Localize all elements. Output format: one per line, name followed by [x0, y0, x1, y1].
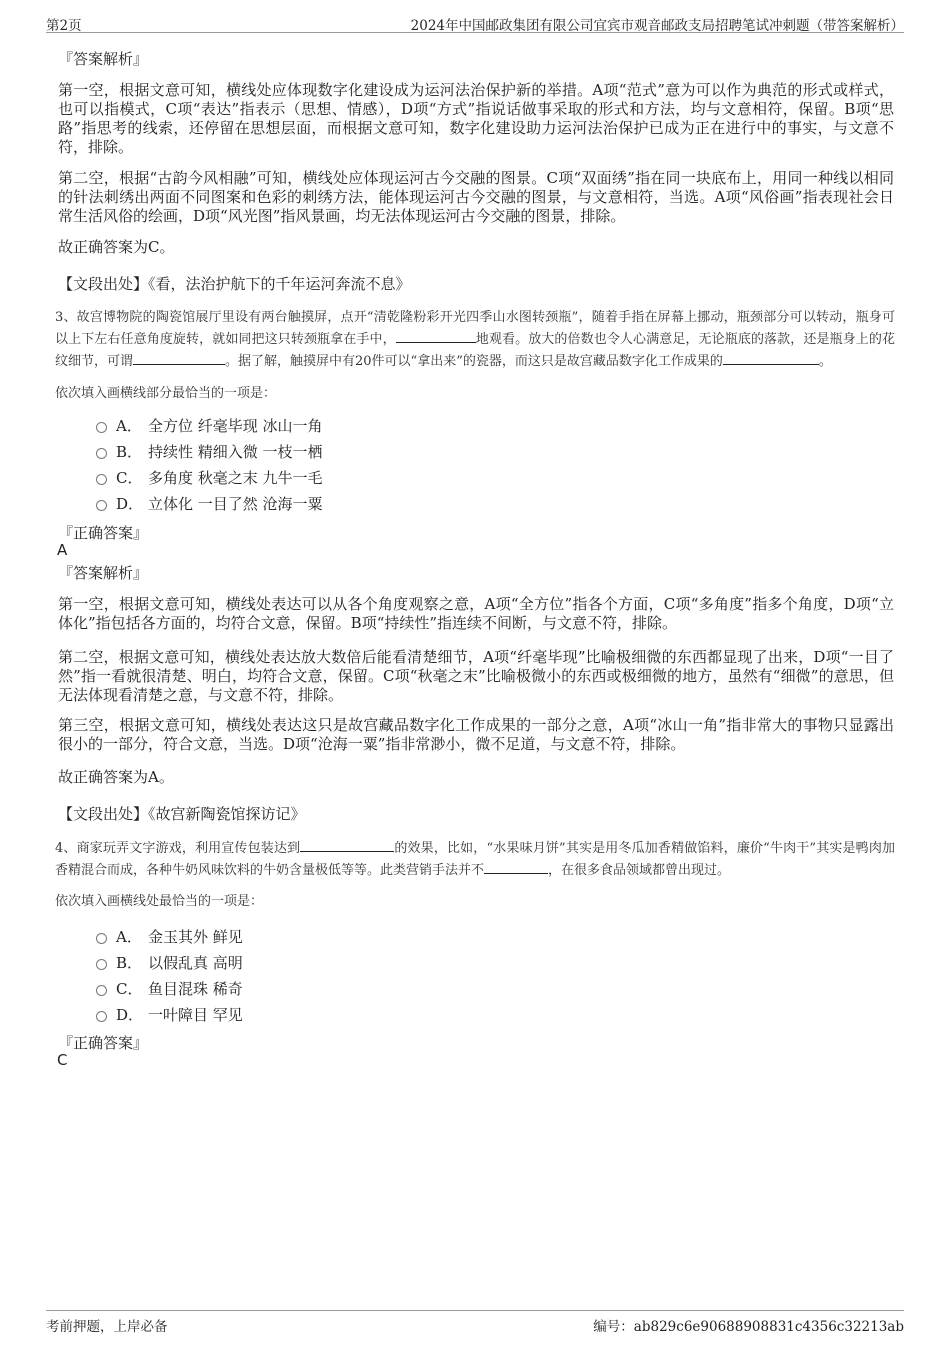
- radio-button[interactable]: [96, 933, 107, 944]
- option-c[interactable]: C． 多角度 秋毫之末 九牛一毛: [96, 467, 323, 487]
- radio-button[interactable]: [96, 448, 107, 459]
- option-b[interactable]: B． 以假乱真 高明: [96, 952, 243, 972]
- correct-answer-label: 『正确答案』: [58, 1034, 149, 1052]
- option-b[interactable]: B． 持续性 精细入微 一枝一栖: [96, 441, 323, 461]
- radio-button[interactable]: [96, 1011, 107, 1022]
- analysis-paragraph: 第一空，根据文意可知，横线处表达可以从各个角度观察之意，A项“全方位”指各个方面，C项“多角度”指多个角度，D项“立体化”指包括各方面的，均符合文意，保留。B项“持续性”指连续不间断，与文意不符，排除。: [58, 595, 894, 632]
- fill-blank: [133, 350, 225, 365]
- analysis-paragraph: 第二空，根据“古韵今风相融”可知，横线处应体现运河古今交融的图景。C项“双面绣”指在同一块底布上，用同一种线以相同的针法刺绣出两面不同图案和色彩的刺绣方法，能体现运河古今交融的图景，与文意相符，当选。A项“风俗画”指表现社会日常生活风俗的绘画，D项“风光图”指风景画，均无法体现运河古今交融的图景，排除。: [58, 169, 894, 225]
- question-prompt: 依次填入画横线部分最恰当的一项是：: [55, 386, 277, 401]
- analysis-label: 『答案解析』: [58, 564, 149, 582]
- radio-button[interactable]: [96, 985, 107, 996]
- option-d[interactable]: D． 一叶障目 罕见: [96, 1004, 243, 1024]
- footer-serial: 编号：ab829c6e90688908831c4356c32213ab: [593, 1319, 904, 1335]
- question-text: 4、商家玩弄文字游戏，利用宣传包装达到: [55, 841, 301, 856]
- option-d[interactable]: D． 立体化 一目了然 沧海一粟: [96, 493, 323, 513]
- question-stem: [55, 308, 895, 372]
- source-citation: 【文段出处】《看，法治护航下的千年运河奔流不息》: [58, 275, 411, 293]
- conclusion-text: 故正确答案为A。: [58, 768, 174, 786]
- radio-button[interactable]: [96, 959, 107, 970]
- fill-blank: [723, 350, 819, 365]
- question-text: ，在很多食品领域都曾出现过。: [548, 863, 731, 878]
- analysis-paragraph: 第二空，根据文意可知，横线处表达放大数倍后能看清楚细节，A项“纤毫毕现”比喻极细微的东西都显现了出来，D项“一目了然”指一看就很清楚、明白，均符合文意，保留。C项“秋毫之末”比喻极微小的东西或极细微的地方，虽然有“细微”的意思，但无法体现看清楚之意，与文意不符，排除。: [58, 648, 894, 704]
- footer-slogan: 考前押题，上岸必备: [46, 1319, 168, 1335]
- source-citation: 【文段出处】《故宫新陶瓷馆探访记》: [58, 805, 306, 823]
- analysis-paragraph: 第三空，根据文意可知，横线处表达这只是故宫藏品数字化工作成果的一部分之意，A项“冰山一角”指非常大的事物只显露出很小的一部分，符合文意，当选。D项“沧海一粟”指非常渺小，微不足道，与文意不符，排除。: [58, 716, 894, 753]
- document-title: 2024年中国邮政集团有限公司宜宾市观音邮政支局招聘笔试冲刺题（带答案解析）: [410, 18, 904, 34]
- page-footer: [46, 1310, 904, 1335]
- question-text: 。据了解，触摸屏中有20件可以“拿出来”的瓷器，而这只是故宫藏品数字化工作成果的: [225, 354, 723, 369]
- fill-blank: [396, 328, 476, 343]
- option-c[interactable]: C． 鱼目混珠 稀奇: [96, 978, 243, 998]
- question-prompt: 依次填入画横线处最恰当的一项是：: [55, 894, 264, 909]
- question-text: 3、故宫博物院的陶瓷馆展厅里设有两台触摸屏，点开“清乾隆粉彩开光四季山水图转颈瓶”，随着手指在屏幕上挪动，瓶颈部分可以转动，瓶身可以上下左右任意角度旋转，就如同把这只转颈瓶拿在手中，: [55, 310, 895, 347]
- question-text: 。: [818, 354, 832, 369]
- fill-blank: [300, 837, 394, 852]
- question-text: 的效果，比如，“水果味月饼”其实是用冬瓜加香精做馅料，廉价“牛肉干”其实是鸭肉加香精混合而成，各种牛奶风味饮料的牛奶含量极低等等。此类营销手法并不: [55, 841, 895, 878]
- analysis-label: 『答案解析』: [58, 50, 149, 68]
- conclusion-text: 故正确答案为C。: [58, 238, 175, 256]
- analysis-paragraph: 第一空，根据文意可知，横线处应体现数字化建设成为运河法治保护新的举措。A项“范式”意为可以作为典范的形式或样式，也可以指模式，C项“表达”指表示（思想、情感），D项“方式”指说话做事采取的形式和方法，均与文意相符，保留。B项“思路”指思考的线索，还停留在思想层面，而根据文意可知，数字化建设助力运河法治保护已成为正在进行中的事实，与文意不符，排除。: [58, 81, 894, 156]
- question-stem: [55, 837, 895, 881]
- page-header: [46, 12, 904, 33]
- option-a[interactable]: A． 全方位 纤毫毕现 冰山一角: [96, 415, 323, 435]
- question-text: 地观看。放大的倍数也令人心满意足，无论瓶底的落款，还是瓶身上的花纹细节，可谓: [55, 332, 895, 369]
- radio-button[interactable]: [96, 422, 107, 433]
- radio-button[interactable]: [96, 500, 107, 511]
- correct-answer: A: [57, 541, 68, 559]
- fill-blank: [484, 859, 548, 874]
- correct-answer-label: 『正确答案』: [58, 524, 149, 542]
- page-number: 第2页: [46, 18, 82, 34]
- option-a[interactable]: A． 金玉其外 鲜见: [96, 926, 243, 946]
- radio-button[interactable]: [96, 474, 107, 485]
- correct-answer: C: [57, 1051, 68, 1069]
